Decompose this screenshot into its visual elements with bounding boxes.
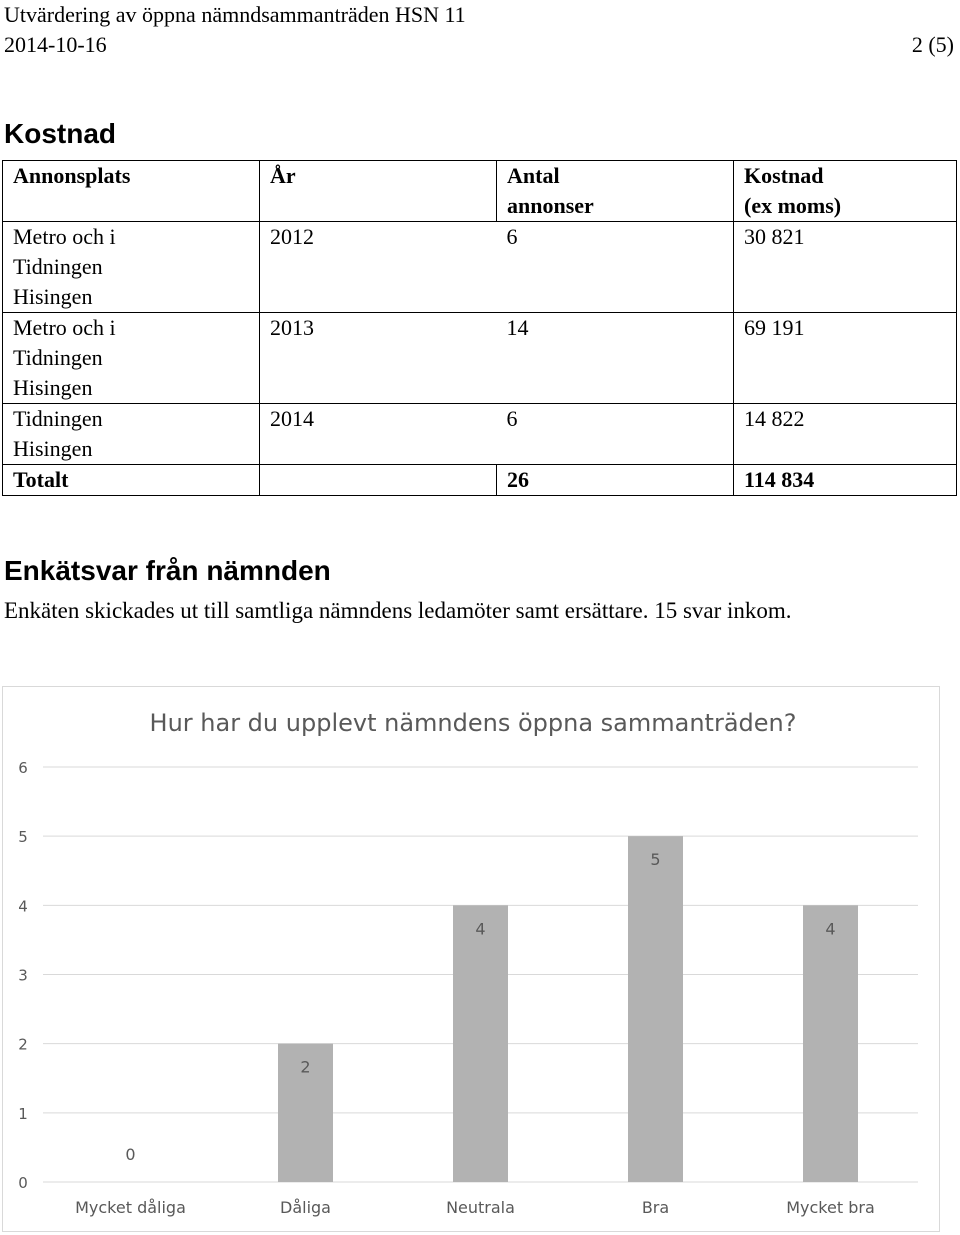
col-header-year: År (260, 161, 497, 222)
x-tick-label: Neutrala (446, 1198, 515, 1217)
col-header-cost: Kostnad (ex moms) (734, 161, 957, 222)
y-tick-label: 2 (18, 1035, 28, 1054)
bar-chart (2, 686, 940, 1232)
x-tick-label: Bra (641, 1198, 670, 1217)
cell-cost: 14 822 (734, 404, 957, 465)
cell-placement: Metro och i Tidningen Hisingen (3, 222, 260, 313)
bar (628, 836, 683, 1182)
y-tick-label: 1 (18, 1104, 28, 1123)
y-tick-label: 3 (18, 966, 28, 985)
cell-total-ads: 26 (497, 465, 734, 496)
y-tick-label: 0 (18, 1174, 28, 1192)
table-row (3, 222, 957, 313)
cell-placement: Tidningen Hisingen (3, 404, 260, 465)
data-label: 5 (650, 850, 661, 870)
cell-total-cost: 114 834 (734, 465, 957, 496)
data-label: 4 (825, 919, 836, 939)
bar (453, 905, 508, 1182)
chart-title: Hur har du upplevt nämndens öppna sammanträden? (149, 709, 797, 737)
y-tick-label: 5 (18, 828, 28, 847)
document-date: 2014-10-16 (4, 32, 107, 57)
cell-cost: 30 821 (734, 222, 957, 313)
y-tick-label: 6 (18, 759, 28, 777)
cell-year: 2013 (260, 313, 497, 404)
cell-year: 2012 (260, 222, 497, 313)
col-header-placement: Annonsplats (3, 161, 260, 222)
cell-ads: 6 (497, 404, 734, 465)
cell-ads: 6 (497, 222, 734, 313)
table-total-row (3, 465, 957, 496)
data-label: 4 (475, 919, 486, 939)
cost-heading: Kostnad (4, 118, 116, 149)
survey-heading: Enkätsvar från nämnden (4, 555, 331, 586)
table-row (3, 404, 957, 465)
survey-intro-text: Enkäten skickades ut till samtliga nämndens ledamöter samt ersättare. 15 svar inkom. (4, 598, 792, 623)
x-tick-label: Mycket bra (786, 1198, 875, 1217)
x-tick-label: Mycket dåliga (75, 1198, 186, 1217)
cell-total-label: Totalt (3, 465, 260, 496)
cell-year: 2014 (260, 404, 497, 465)
cost-table (2, 160, 957, 496)
y-tick-label: 4 (18, 897, 28, 916)
x-tick-label: Dåliga (280, 1198, 331, 1217)
data-label: 0 (125, 1145, 136, 1164)
document-header-title: Utvärdering av öppna nämndsammanträden HSN 11 (4, 2, 466, 27)
bar (803, 905, 858, 1182)
chart-svg (3, 687, 939, 1231)
col-header-ads: Antal annonser (497, 161, 734, 222)
data-label: 2 (300, 1057, 311, 1077)
table-row (3, 313, 957, 404)
cell-placement: Metro och i Tidningen Hisingen (3, 313, 260, 404)
cell-cost: 69 191 (734, 313, 957, 404)
cell-total-year (260, 465, 497, 496)
table-header-row (3, 161, 957, 222)
cell-ads: 14 (497, 313, 734, 404)
page-number: 2 (5) (911, 32, 954, 57)
